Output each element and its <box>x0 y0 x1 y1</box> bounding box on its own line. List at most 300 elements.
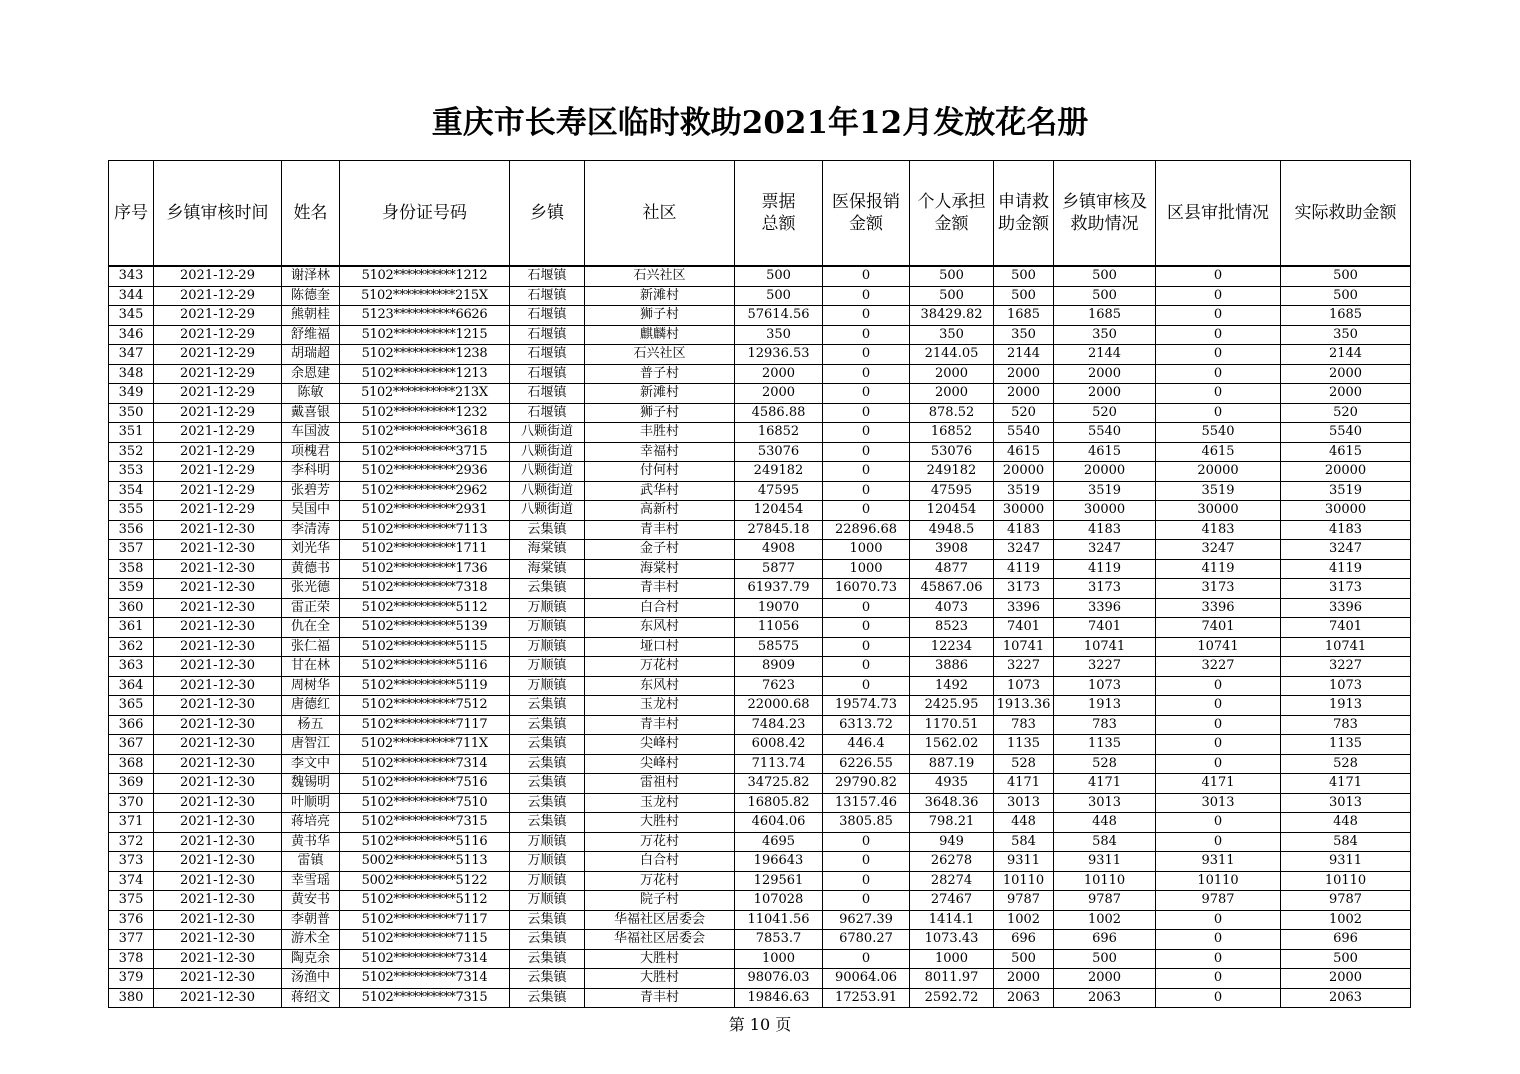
personal-share-cell: 12234 <box>910 637 994 657</box>
seq-cell: 359 <box>109 579 154 599</box>
table-row <box>109 949 1411 969</box>
review-date-cell: 2021-12-30 <box>154 832 282 852</box>
personal-share-cell: 8011.97 <box>910 969 994 989</box>
bill-total-cell: 61937.79 <box>735 579 823 599</box>
insurance-reimbursed-cell: 0 <box>823 618 910 638</box>
seq-cell: 379 <box>109 969 154 989</box>
actual-amount-cell: 3227 <box>1281 657 1411 677</box>
review-date-cell: 2021-12-29 <box>154 364 282 384</box>
requested-amount-cell: 20000 <box>994 462 1054 482</box>
table-row <box>109 598 1411 618</box>
table-row <box>109 852 1411 872</box>
table-row <box>109 774 1411 794</box>
name-cell: 舒维福 <box>282 325 340 345</box>
bill-total-cell: 8909 <box>735 657 823 677</box>
name-cell: 戴喜银 <box>282 403 340 423</box>
town-review-cell: 2144 <box>1054 345 1156 365</box>
town-cell: 云集镇 <box>510 520 585 540</box>
community-cell: 麒麟村 <box>585 325 735 345</box>
bill-total-cell: 196643 <box>735 852 823 872</box>
actual-amount-cell: 2000 <box>1281 969 1411 989</box>
personal-share-cell: 53076 <box>910 442 994 462</box>
actual-amount-cell: 3396 <box>1281 598 1411 618</box>
community-cell: 新滩村 <box>585 384 735 404</box>
review-date-cell: 2021-12-29 <box>154 481 282 501</box>
town-review-cell: 500 <box>1054 266 1156 286</box>
bill-total-cell: 4908 <box>735 540 823 560</box>
name-cell: 甘在林 <box>282 657 340 677</box>
town-cell: 万顺镇 <box>510 871 585 891</box>
town-cell: 云集镇 <box>510 754 585 774</box>
community-cell: 东风村 <box>585 618 735 638</box>
table-row <box>109 871 1411 891</box>
actual-amount-cell: 500 <box>1281 266 1411 286</box>
town-cell: 八颗街道 <box>510 481 585 501</box>
bill-total-cell: 107028 <box>735 891 823 911</box>
seq-cell: 378 <box>109 949 154 969</box>
requested-amount-cell: 4171 <box>994 774 1054 794</box>
table-row <box>109 715 1411 735</box>
table-row <box>109 501 1411 521</box>
seq-cell: 347 <box>109 345 154 365</box>
personal-share-cell: 2144.05 <box>910 345 994 365</box>
id-number-cell: 5102**********7115 <box>340 930 510 950</box>
requested-amount-cell: 350 <box>994 325 1054 345</box>
personal-share-cell: 2000 <box>910 364 994 384</box>
community-cell: 白合村 <box>585 598 735 618</box>
personal-share-cell: 798.21 <box>910 813 994 833</box>
town-review-cell: 10741 <box>1054 637 1156 657</box>
table-row <box>109 891 1411 911</box>
name-cell: 李科明 <box>282 462 340 482</box>
table-row <box>109 364 1411 384</box>
town-cell: 海棠镇 <box>510 540 585 560</box>
table-row <box>109 832 1411 852</box>
town-cell: 云集镇 <box>510 715 585 735</box>
county-approval-cell: 9787 <box>1156 891 1281 911</box>
actual-amount-cell: 1073 <box>1281 676 1411 696</box>
name-cell: 周树华 <box>282 676 340 696</box>
review-date-cell: 2021-12-30 <box>154 910 282 930</box>
bill-total-cell: 53076 <box>735 442 823 462</box>
name-cell: 幸雪瑶 <box>282 871 340 891</box>
name-cell: 项槐君 <box>282 442 340 462</box>
town-cell: 云集镇 <box>510 813 585 833</box>
review-date-cell: 2021-12-29 <box>154 442 282 462</box>
bill-total-cell: 12936.53 <box>735 345 823 365</box>
town-cell: 万顺镇 <box>510 598 585 618</box>
town-review-cell: 4183 <box>1054 520 1156 540</box>
town-review-cell: 3013 <box>1054 793 1156 813</box>
community-cell: 金子村 <box>585 540 735 560</box>
id-number-cell: 5002**********5113 <box>340 852 510 872</box>
insurance-reimbursed-cell: 17253.91 <box>823 988 910 1008</box>
actual-amount-cell: 2144 <box>1281 345 1411 365</box>
bill-total-cell: 11056 <box>735 618 823 638</box>
actual-amount-cell: 4615 <box>1281 442 1411 462</box>
requested-amount-cell: 2000 <box>994 969 1054 989</box>
table-row <box>109 637 1411 657</box>
bill-total-cell: 249182 <box>735 462 823 482</box>
review-date-cell: 2021-12-29 <box>154 501 282 521</box>
county-approval-cell: 0 <box>1156 306 1281 326</box>
review-date-cell: 2021-12-29 <box>154 462 282 482</box>
requested-amount-cell: 500 <box>994 286 1054 306</box>
id-number-cell: 5102**********7117 <box>340 715 510 735</box>
name-cell: 陶克余 <box>282 949 340 969</box>
town-cell: 云集镇 <box>510 696 585 716</box>
town-review-cell: 5540 <box>1054 423 1156 443</box>
actual-amount-cell: 3013 <box>1281 793 1411 813</box>
town-review-cell: 7401 <box>1054 618 1156 638</box>
community-cell: 大胜村 <box>585 969 735 989</box>
requested-amount-cell: 10741 <box>994 637 1054 657</box>
actual-amount-cell: 350 <box>1281 325 1411 345</box>
review-date-cell: 2021-12-30 <box>154 715 282 735</box>
town-review-cell: 350 <box>1054 325 1156 345</box>
col-name-header: 姓名 <box>282 161 340 267</box>
table-row <box>109 266 1411 286</box>
actual-amount-cell: 696 <box>1281 930 1411 950</box>
requested-amount-cell: 3519 <box>994 481 1054 501</box>
insurance-reimbursed-cell: 22896.68 <box>823 520 910 540</box>
town-cell: 石堰镇 <box>510 403 585 423</box>
personal-share-cell: 350 <box>910 325 994 345</box>
id-number-cell: 5123**********6626 <box>340 306 510 326</box>
town-cell: 万顺镇 <box>510 657 585 677</box>
insurance-reimbursed-cell: 446.4 <box>823 735 910 755</box>
county-approval-cell: 0 <box>1156 910 1281 930</box>
bill-total-cell: 7113.74 <box>735 754 823 774</box>
town-cell: 八颗街道 <box>510 423 585 443</box>
town-cell: 云集镇 <box>510 930 585 950</box>
name-cell: 唐德红 <box>282 696 340 716</box>
actual-amount-cell: 500 <box>1281 286 1411 306</box>
county-approval-cell: 7401 <box>1156 618 1281 638</box>
town-cell: 云集镇 <box>510 735 585 755</box>
requested-amount-cell: 3396 <box>994 598 1054 618</box>
id-number-cell: 5102**********7516 <box>340 774 510 794</box>
town-review-cell: 9311 <box>1054 852 1156 872</box>
town-review-cell: 1913 <box>1054 696 1156 716</box>
town-review-cell: 528 <box>1054 754 1156 774</box>
insurance-reimbursed-cell: 0 <box>823 871 910 891</box>
actual-amount-cell: 10110 <box>1281 871 1411 891</box>
table-row <box>109 579 1411 599</box>
insurance-reimbursed-cell: 0 <box>823 442 910 462</box>
bill-total-cell: 350 <box>735 325 823 345</box>
bill-total-cell: 19846.63 <box>735 988 823 1008</box>
id-number-cell: 5102**********5115 <box>340 637 510 657</box>
county-approval-cell: 10110 <box>1156 871 1281 891</box>
town-cell: 云集镇 <box>510 910 585 930</box>
bill-total-cell: 22000.68 <box>735 696 823 716</box>
county-approval-cell: 0 <box>1156 325 1281 345</box>
community-cell: 石兴社区 <box>585 266 735 286</box>
seq-cell: 349 <box>109 384 154 404</box>
bill-total-cell: 16805.82 <box>735 793 823 813</box>
insurance-reimbursed-cell: 6313.72 <box>823 715 910 735</box>
name-cell: 张碧芳 <box>282 481 340 501</box>
seq-cell: 344 <box>109 286 154 306</box>
name-cell: 唐智江 <box>282 735 340 755</box>
community-cell: 青丰村 <box>585 715 735 735</box>
review-date-cell: 2021-12-29 <box>154 423 282 443</box>
town-review-cell: 584 <box>1054 832 1156 852</box>
seq-cell: 362 <box>109 637 154 657</box>
actual-amount-cell: 783 <box>1281 715 1411 735</box>
requested-amount-cell: 783 <box>994 715 1054 735</box>
town-cell: 石堰镇 <box>510 364 585 384</box>
table-row <box>109 403 1411 423</box>
review-date-cell: 2021-12-30 <box>154 676 282 696</box>
seq-cell: 358 <box>109 559 154 579</box>
county-approval-cell: 0 <box>1156 286 1281 306</box>
col-personal-share-header: 个人承担 金额 <box>910 161 994 267</box>
personal-share-cell: 28274 <box>910 871 994 891</box>
insurance-reimbursed-cell: 0 <box>823 423 910 443</box>
name-cell: 雷正荣 <box>282 598 340 618</box>
id-number-cell: 5102**********5116 <box>340 657 510 677</box>
id-number-cell: 5102**********1215 <box>340 325 510 345</box>
table-row <box>109 540 1411 560</box>
id-number-cell: 5102**********7318 <box>340 579 510 599</box>
community-cell: 石兴社区 <box>585 345 735 365</box>
id-number-cell: 5102**********3618 <box>340 423 510 443</box>
insurance-reimbursed-cell: 0 <box>823 676 910 696</box>
personal-share-cell: 1492 <box>910 676 994 696</box>
id-number-cell: 5102**********5112 <box>340 891 510 911</box>
personal-share-cell: 4935 <box>910 774 994 794</box>
town-cell: 石堰镇 <box>510 384 585 404</box>
id-number-cell: 5102**********1212 <box>340 266 510 286</box>
town-cell: 八颗街道 <box>510 442 585 462</box>
col-actual-amount-header: 实际救助金额 <box>1281 161 1411 267</box>
seq-cell: 348 <box>109 364 154 384</box>
personal-share-cell: 27467 <box>910 891 994 911</box>
table-row <box>109 559 1411 579</box>
town-cell: 万顺镇 <box>510 832 585 852</box>
id-number-cell: 5102**********5112 <box>340 598 510 618</box>
town-cell: 石堰镇 <box>510 286 585 306</box>
actual-amount-cell: 1685 <box>1281 306 1411 326</box>
county-approval-cell: 0 <box>1156 266 1281 286</box>
insurance-reimbursed-cell: 0 <box>823 949 910 969</box>
insurance-reimbursed-cell: 0 <box>823 657 910 677</box>
community-cell: 大胜村 <box>585 949 735 969</box>
county-approval-cell: 0 <box>1156 676 1281 696</box>
name-cell: 杨五 <box>282 715 340 735</box>
requested-amount-cell: 2000 <box>994 384 1054 404</box>
name-cell: 黄书华 <box>282 832 340 852</box>
requested-amount-cell: 3173 <box>994 579 1054 599</box>
bill-total-cell: 27845.18 <box>735 520 823 540</box>
id-number-cell: 5102**********5119 <box>340 676 510 696</box>
name-cell: 李清涛 <box>282 520 340 540</box>
town-cell: 万顺镇 <box>510 618 585 638</box>
bill-total-cell: 58575 <box>735 637 823 657</box>
col-town-header: 乡镇 <box>510 161 585 267</box>
insurance-reimbursed-cell: 0 <box>823 462 910 482</box>
requested-amount-cell: 4119 <box>994 559 1054 579</box>
town-review-cell: 3227 <box>1054 657 1156 677</box>
table-row <box>109 325 1411 345</box>
town-review-cell: 20000 <box>1054 462 1156 482</box>
county-approval-cell: 0 <box>1156 715 1281 735</box>
seq-cell: 361 <box>109 618 154 638</box>
table-row <box>109 462 1411 482</box>
town-review-cell: 1135 <box>1054 735 1156 755</box>
col-county-approval-header: 区县审批情况 <box>1156 161 1281 267</box>
name-cell: 熊朝桂 <box>282 306 340 326</box>
personal-share-cell: 8523 <box>910 618 994 638</box>
seq-cell: 346 <box>109 325 154 345</box>
personal-share-cell: 1170.51 <box>910 715 994 735</box>
community-cell: 青丰村 <box>585 579 735 599</box>
seq-cell: 370 <box>109 793 154 813</box>
actual-amount-cell: 4171 <box>1281 774 1411 794</box>
actual-amount-cell: 3247 <box>1281 540 1411 560</box>
seq-cell: 371 <box>109 813 154 833</box>
seq-cell: 354 <box>109 481 154 501</box>
county-approval-cell: 0 <box>1156 930 1281 950</box>
review-date-cell: 2021-12-30 <box>154 637 282 657</box>
seq-cell: 345 <box>109 306 154 326</box>
review-date-cell: 2021-12-30 <box>154 930 282 950</box>
id-number-cell: 5102**********1736 <box>340 559 510 579</box>
requested-amount-cell: 3247 <box>994 540 1054 560</box>
review-date-cell: 2021-12-29 <box>154 384 282 404</box>
bill-total-cell: 47595 <box>735 481 823 501</box>
col-bill-total-header: 票据 总额 <box>735 161 823 267</box>
page-number: 第 10 页 <box>728 1015 792 1034</box>
community-cell: 垭口村 <box>585 637 735 657</box>
seq-cell: 355 <box>109 501 154 521</box>
bill-total-cell: 2000 <box>735 384 823 404</box>
seq-cell: 368 <box>109 754 154 774</box>
county-approval-cell: 3013 <box>1156 793 1281 813</box>
town-cell: 八颗街道 <box>510 501 585 521</box>
personal-share-cell: 2592.72 <box>910 988 994 1008</box>
personal-share-cell: 878.52 <box>910 403 994 423</box>
county-approval-cell: 3519 <box>1156 481 1281 501</box>
town-review-cell: 4615 <box>1054 442 1156 462</box>
insurance-reimbursed-cell: 6780.27 <box>823 930 910 950</box>
county-approval-cell: 4615 <box>1156 442 1281 462</box>
insurance-reimbursed-cell: 0 <box>823 481 910 501</box>
seq-cell: 380 <box>109 988 154 1008</box>
actual-amount-cell: 30000 <box>1281 501 1411 521</box>
id-number-cell: 5102**********3715 <box>340 442 510 462</box>
id-number-cell: 5102**********5116 <box>340 832 510 852</box>
community-cell: 尖峰村 <box>585 754 735 774</box>
table-row <box>109 520 1411 540</box>
id-number-cell: 5102**********7510 <box>340 793 510 813</box>
table-row <box>109 306 1411 326</box>
seq-cell: 357 <box>109 540 154 560</box>
seq-cell: 373 <box>109 852 154 872</box>
county-approval-cell: 0 <box>1156 384 1281 404</box>
community-cell: 万花村 <box>585 832 735 852</box>
personal-share-cell: 949 <box>910 832 994 852</box>
id-number-cell: 5102**********7117 <box>340 910 510 930</box>
review-date-cell: 2021-12-30 <box>154 579 282 599</box>
requested-amount-cell: 696 <box>994 930 1054 950</box>
review-date-cell: 2021-12-30 <box>154 657 282 677</box>
town-review-cell: 448 <box>1054 813 1156 833</box>
name-cell: 张光德 <box>282 579 340 599</box>
requested-amount-cell: 520 <box>994 403 1054 423</box>
requested-amount-cell: 500 <box>994 266 1054 286</box>
requested-amount-cell: 1002 <box>994 910 1054 930</box>
actual-amount-cell: 1002 <box>1281 910 1411 930</box>
community-cell: 青丰村 <box>585 520 735 540</box>
requested-amount-cell: 3227 <box>994 657 1054 677</box>
town-review-cell: 4119 <box>1054 559 1156 579</box>
seq-cell: 351 <box>109 423 154 443</box>
actual-amount-cell: 448 <box>1281 813 1411 833</box>
requested-amount-cell: 1913.36 <box>994 696 1054 716</box>
table-body <box>109 266 1411 1008</box>
community-cell: 海棠村 <box>585 559 735 579</box>
bill-total-cell: 129561 <box>735 871 823 891</box>
review-date-cell: 2021-12-30 <box>154 735 282 755</box>
town-cell: 石堰镇 <box>510 266 585 286</box>
county-approval-cell: 0 <box>1156 696 1281 716</box>
town-review-cell: 1002 <box>1054 910 1156 930</box>
actual-amount-cell: 4119 <box>1281 559 1411 579</box>
bill-total-cell: 57614.56 <box>735 306 823 326</box>
id-number-cell: 5102**********7314 <box>340 969 510 989</box>
county-approval-cell: 0 <box>1156 988 1281 1008</box>
review-date-cell: 2021-12-30 <box>154 969 282 989</box>
personal-share-cell: 2425.95 <box>910 696 994 716</box>
bill-total-cell: 1000 <box>735 949 823 969</box>
personal-share-cell: 4948.5 <box>910 520 994 540</box>
personal-share-cell: 887.19 <box>910 754 994 774</box>
requested-amount-cell: 528 <box>994 754 1054 774</box>
community-cell: 武华村 <box>585 481 735 501</box>
table-row <box>109 676 1411 696</box>
table-row <box>109 618 1411 638</box>
col-id-number-header: 身份证号码 <box>340 161 510 267</box>
id-number-cell: 5102**********1232 <box>340 403 510 423</box>
community-cell: 雷祖村 <box>585 774 735 794</box>
insurance-reimbursed-cell: 0 <box>823 306 910 326</box>
table-row <box>109 481 1411 501</box>
town-review-cell: 1073 <box>1054 676 1156 696</box>
requested-amount-cell: 4615 <box>994 442 1054 462</box>
name-cell: 陈德奎 <box>282 286 340 306</box>
table-row <box>109 345 1411 365</box>
seq-cell: 363 <box>109 657 154 677</box>
bill-total-cell: 7484.23 <box>735 715 823 735</box>
name-cell: 雷镇 <box>282 852 340 872</box>
town-review-cell: 2000 <box>1054 384 1156 404</box>
community-cell: 丰胜村 <box>585 423 735 443</box>
county-approval-cell: 0 <box>1156 969 1281 989</box>
bill-total-cell: 4586.88 <box>735 403 823 423</box>
actual-amount-cell: 2000 <box>1281 364 1411 384</box>
id-number-cell: 5102**********711X <box>340 735 510 755</box>
actual-amount-cell: 500 <box>1281 949 1411 969</box>
requested-amount-cell: 10110 <box>994 871 1054 891</box>
insurance-reimbursed-cell: 1000 <box>823 559 910 579</box>
name-cell: 吴国中 <box>282 501 340 521</box>
personal-share-cell: 4073 <box>910 598 994 618</box>
town-cell: 海棠镇 <box>510 559 585 579</box>
requested-amount-cell: 584 <box>994 832 1054 852</box>
